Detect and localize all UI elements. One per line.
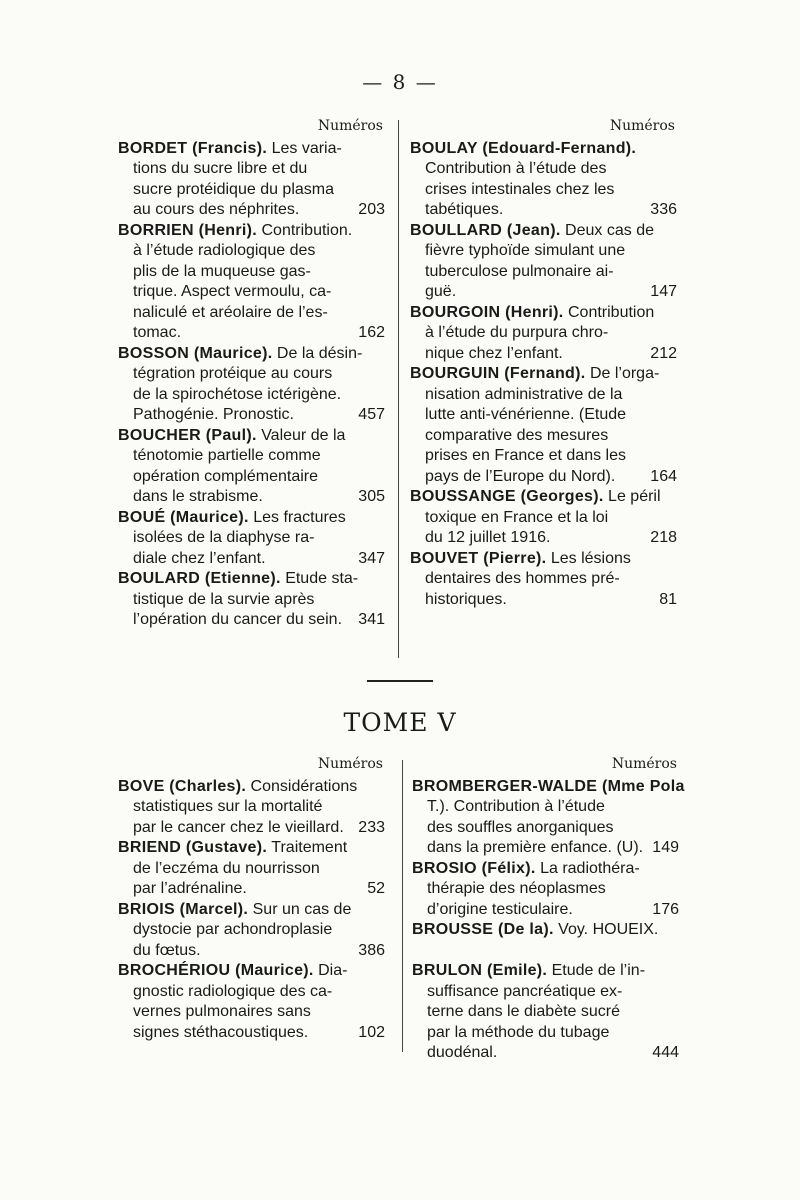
entry-number: 305 <box>358 488 385 505</box>
entry-line: d’origine testiculaire. 176 <box>412 900 677 921</box>
entry-line: gnostic radiologique des ca- <box>133 982 333 1000</box>
entry-title-text: Considérations <box>250 777 358 795</box>
entry-number: 457 <box>358 406 385 423</box>
entry-line <box>118 139 383 160</box>
entry-author: BOSSON (Maurice). <box>118 344 273 362</box>
column-divider <box>398 120 399 658</box>
entry-line <box>118 344 383 365</box>
entry-line: à l’étude radiologique des <box>133 242 316 259</box>
entry-line: tistique de la survie après <box>133 590 315 608</box>
entry-number: 176 <box>652 900 679 918</box>
entry-author: BROUSSE (De la). <box>412 921 554 938</box>
entry-line: de la spirochétose ictérigène. <box>133 385 342 403</box>
entry-author: BROCHÉRIOU (Maurice). <box>118 962 314 979</box>
entry-title-text: Etude de l’in- <box>551 962 646 979</box>
entry-line: opération complémentaire <box>133 467 318 485</box>
index-entry <box>118 838 383 900</box>
entry-line <box>118 777 383 798</box>
entry-line: guë. 147 <box>410 282 675 303</box>
entry-author: BORDET (Francis). <box>118 139 268 157</box>
index-entry <box>118 569 383 631</box>
entry-line <box>412 859 677 880</box>
entry-line: nique chez l’enfant. 212 <box>410 344 675 365</box>
index-entry <box>118 508 383 570</box>
entry-line <box>118 508 383 529</box>
index-entry <box>410 487 675 549</box>
entry-line <box>410 221 675 242</box>
index-entry <box>118 961 383 1043</box>
entry-line <box>412 920 677 941</box>
entry-number: 164 <box>650 467 677 485</box>
entry-title-text: De l’orga- <box>589 365 660 382</box>
entry-number: 52 <box>367 880 385 897</box>
entry-author: BOUVET (Pierre). <box>410 549 547 567</box>
column-bottom-left <box>118 754 383 1043</box>
entry-line: ténotomie partielle comme <box>133 447 321 464</box>
entry-author: BOUÉ (Maurice). <box>118 508 249 526</box>
entry-author: BRIOIS (Marcel). <box>118 900 249 918</box>
entry-line: dans la première enfance. (U). 149 <box>412 838 677 859</box>
entry-line: tégration protéique au cours <box>133 365 333 382</box>
entry-number: 347 <box>358 549 385 567</box>
entry-title-text: Les fractures <box>253 508 346 526</box>
entry-number: 336 <box>650 201 677 218</box>
entry-number: 81 <box>659 590 677 608</box>
index-entry <box>412 961 677 1064</box>
entry-line: toxique en France et la loi <box>425 508 609 526</box>
index-entry <box>118 426 383 508</box>
entry-line: crises intestinales chez les <box>425 180 615 198</box>
entry-line: prises en France et dans les <box>425 447 626 464</box>
entry-author: BOULAY (Edouard-Fernand). <box>410 139 637 157</box>
entry-title-text: Dia- <box>318 962 348 979</box>
numeros-heading: Numéros <box>317 756 383 772</box>
entry-line: trique. Aspect vermoulu, ca- <box>133 283 332 300</box>
index-entry <box>412 777 685 859</box>
entry-line <box>410 364 675 385</box>
entry-title-text: La radiothéra- <box>540 859 640 877</box>
entry-line <box>410 487 675 508</box>
entry-title-text: Valeur de la <box>261 426 346 444</box>
entry-title-text: Contribution. <box>261 221 353 239</box>
entry-line: par la méthode du tubage <box>427 1023 610 1041</box>
entry-title-text: Sur un cas de <box>252 900 352 918</box>
column-divider <box>402 760 403 1052</box>
entry-line: Pathogénie. Pronostic. 457 <box>118 405 383 426</box>
entry-author: BORRIEN (Henri). <box>118 221 258 239</box>
entry-author: BROSIO (Félix). <box>412 859 536 877</box>
entry-title-text: Le péril <box>608 488 661 505</box>
entry-number: 162 <box>358 324 385 341</box>
entry-title-text: Les lésions <box>550 549 631 567</box>
entry-line <box>118 569 383 590</box>
entry-title-text: Deux cas de <box>565 221 654 239</box>
entry-line: T.). Contribution à l’étude <box>427 798 605 815</box>
entry-line: Contribution à l’étude des <box>425 160 607 177</box>
entry-line: des souffles anorganiques <box>427 818 614 836</box>
tome-title: TOME V <box>343 708 457 737</box>
entry-line: suffisance pancréatique ex- <box>427 982 623 1000</box>
entry-author: BROMBERGER-WALDE (Mme Pola <box>412 777 685 795</box>
entry-number: 233 <box>358 818 385 836</box>
numeros-heading: Numéros <box>611 756 677 772</box>
entry-author: BOURGUIN (Fernand). <box>410 365 586 382</box>
entry-author: BOUSSANGE (Georges). <box>410 488 604 505</box>
index-entry <box>118 139 383 221</box>
entry-line: historiques. 81 <box>410 590 675 611</box>
entry-line: vernes pulmonaires sans <box>133 1003 311 1020</box>
entry-author: BRIEND (Gustave). <box>118 839 268 856</box>
entry-author: BOURGOIN (Henri). <box>410 303 564 321</box>
index-entry <box>410 221 675 303</box>
entry-line: diale chez l’enfant. 347 <box>118 549 383 570</box>
entry-title-text: Etude sta- <box>285 570 359 587</box>
entry-line: statistiques sur la mortalité <box>133 798 323 815</box>
entry-title-text: Voy. HOUEIX. <box>558 921 659 938</box>
entry-line: signes stéthacoustiques. 102 <box>118 1023 383 1044</box>
entry-author: BRULON (Emile). <box>412 962 548 979</box>
entry-line <box>412 961 677 982</box>
entry-line <box>410 549 675 570</box>
entry-line <box>410 139 675 160</box>
index-entry <box>412 920 677 961</box>
index-entry <box>410 139 675 221</box>
entry-line: dans le strabisme. 305 <box>118 487 383 508</box>
entry-line: l’opération du cancer du sein. 341 <box>118 610 383 631</box>
entry-title-text: Traitement <box>271 839 348 856</box>
entry-number: 102 <box>358 1023 385 1041</box>
entry-line: naliculé et aréolaire de l’es- <box>133 303 328 321</box>
entry-line: sucre protéidique du plasma <box>133 180 335 198</box>
entry-line: pays de l’Europe du Nord). 164 <box>410 467 675 488</box>
entry-line: de l’eczéma du nourrisson <box>133 859 320 877</box>
index-entry <box>118 777 383 839</box>
index-entry <box>410 303 675 365</box>
entry-line: du fœtus. 386 <box>118 941 383 962</box>
entry-number: 444 <box>652 1044 679 1061</box>
entry-number: 203 <box>358 201 385 218</box>
entry-line: par le cancer chez le vieillard. 233 <box>118 818 383 839</box>
entry-line: tions du sucre libre et du <box>133 160 308 177</box>
entry-number: 218 <box>650 529 677 546</box>
index-entry <box>410 364 675 487</box>
index-entry <box>412 859 677 921</box>
entry-line <box>118 426 383 447</box>
entry-line: tomac. 162 <box>118 323 383 344</box>
entry-line <box>412 941 677 962</box>
column-top-left <box>118 116 383 631</box>
entry-line: dentaires des hommes pré- <box>425 570 620 587</box>
column-top-right <box>410 116 675 610</box>
entry-line: comparative des mesures <box>425 426 609 444</box>
entry-title-text: Les varia- <box>271 139 342 157</box>
entry-author: BOUCHER (Paul). <box>118 426 257 444</box>
entry-line: par l’adrénaline. 52 <box>118 879 383 900</box>
entry-line: tabétiques. 336 <box>410 200 675 221</box>
entry-line: dystocie par achondroplasie <box>133 921 333 938</box>
entry-line: isolées de la diaphyse ra- <box>133 529 315 546</box>
index-entry <box>118 221 383 344</box>
entry-line <box>118 961 383 982</box>
entry-number: 386 <box>358 941 385 959</box>
entry-line: à l’étude du purpura chro- <box>425 324 609 341</box>
entry-number: 212 <box>650 344 677 362</box>
entry-line: duodénal. 444 <box>412 1043 677 1064</box>
entry-line <box>118 221 383 242</box>
numeros-heading: Numéros <box>317 118 383 134</box>
entry-line: lutte anti-vénérienne. (Etude <box>425 406 627 423</box>
index-entry <box>118 344 383 426</box>
section-rule <box>367 680 433 682</box>
entry-number: 147 <box>650 283 677 300</box>
entry-line: du 12 juillet 1916. 218 <box>410 528 675 549</box>
entry-line <box>412 777 685 798</box>
entry-line: tuberculose pulmonaire ai- <box>425 262 614 280</box>
entry-author: BOVE (Charles). <box>118 777 247 795</box>
entry-number: 341 <box>358 611 385 628</box>
entry-author: BOULLARD (Jean). <box>410 221 561 239</box>
entry-title-text: De la désin- <box>276 344 363 362</box>
entry-number: 149 <box>652 839 679 856</box>
entry-line <box>118 900 383 921</box>
entry-line: fièvre typhoïde simulant une <box>425 242 626 259</box>
entry-line: thérapie des néoplasmes <box>427 880 606 897</box>
entry-line: terne dans le diabète sucré <box>427 1003 621 1020</box>
entry-line: plis de la muqueuse gas- <box>133 262 311 280</box>
entry-line <box>410 303 675 324</box>
entry-author: BOULARD (Etienne). <box>118 570 281 587</box>
numeros-heading: Numéros <box>609 118 675 134</box>
entry-line: nisation administrative de la <box>425 385 623 403</box>
index-entry <box>118 900 383 962</box>
index-entry <box>410 549 675 611</box>
page-number: — 8 — <box>362 70 438 94</box>
column-bottom-right <box>412 754 685 1064</box>
entry-line: au cours des néphrites. 203 <box>118 200 383 221</box>
entry-line <box>118 838 383 859</box>
entry-title-text: Contribution <box>568 303 655 321</box>
